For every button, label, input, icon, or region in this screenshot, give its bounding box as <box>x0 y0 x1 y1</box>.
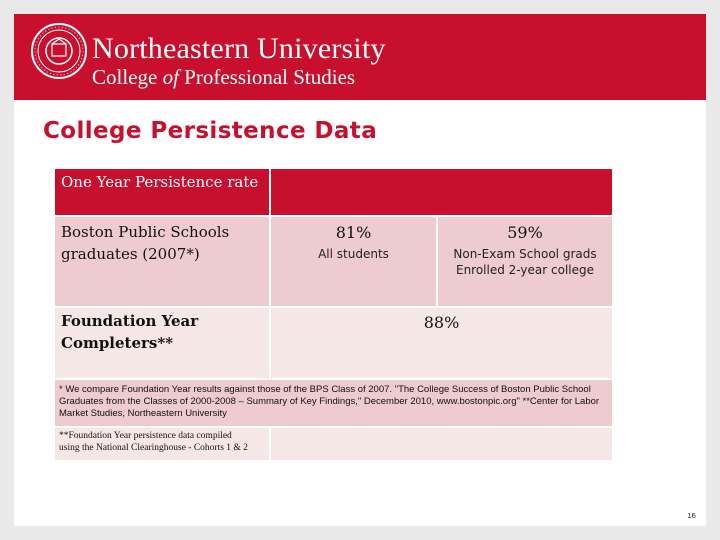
college-name-of: of <box>162 65 179 89</box>
footnote-bps: * We compare Foundation Year results against those of the BPS Class of 2007. "The College Success of Boston Public School Graduates from the Classes of 2000-2008 – Summary of Key Findings," December 2010, www.bostonpic.org" **Center for Labor Market Studies, Northeastern University <box>55 380 612 426</box>
non-exam-note-line1: Non-Exam School grads <box>453 247 597 261</box>
all-students-note: All students <box>318 247 389 261</box>
row-foundation-label: Foundation Year Completers** <box>55 308 269 378</box>
footnote-foundation <box>55 428 269 460</box>
page-number: 16 <box>687 512 696 520</box>
table-header-label: One Year Persistence rate <box>55 169 269 215</box>
footnote-foundation-line1: **Foundation Year persistence data compiled <box>59 431 232 441</box>
page-title: College Persistence Data <box>43 118 378 144</box>
row-bps-all-students <box>271 217 436 306</box>
non-exam-note-line2: Enrolled 2-year college <box>455 263 594 277</box>
row-bps-label: Boston Public Schools graduates (2007*) <box>55 217 269 306</box>
slide <box>14 14 706 526</box>
table-header-blank <box>271 169 612 215</box>
row-bps-non-exam <box>438 217 612 306</box>
non-exam-value: 59% <box>507 223 543 242</box>
university-seal-icon <box>30 22 88 80</box>
last-row-blank <box>271 428 612 460</box>
all-students-value: 81% <box>335 223 372 242</box>
college-name <box>92 66 355 88</box>
footnote-foundation-line2: using the National Clearinghouse - Cohorts 1 & 2 <box>59 443 248 453</box>
header-banner <box>14 14 706 100</box>
row-foundation-value: 88% <box>271 308 612 378</box>
college-name-prefix: College <box>92 65 158 89</box>
college-name-suffix: Professional Studies <box>184 65 356 89</box>
university-name: Northeastern University <box>92 32 386 65</box>
